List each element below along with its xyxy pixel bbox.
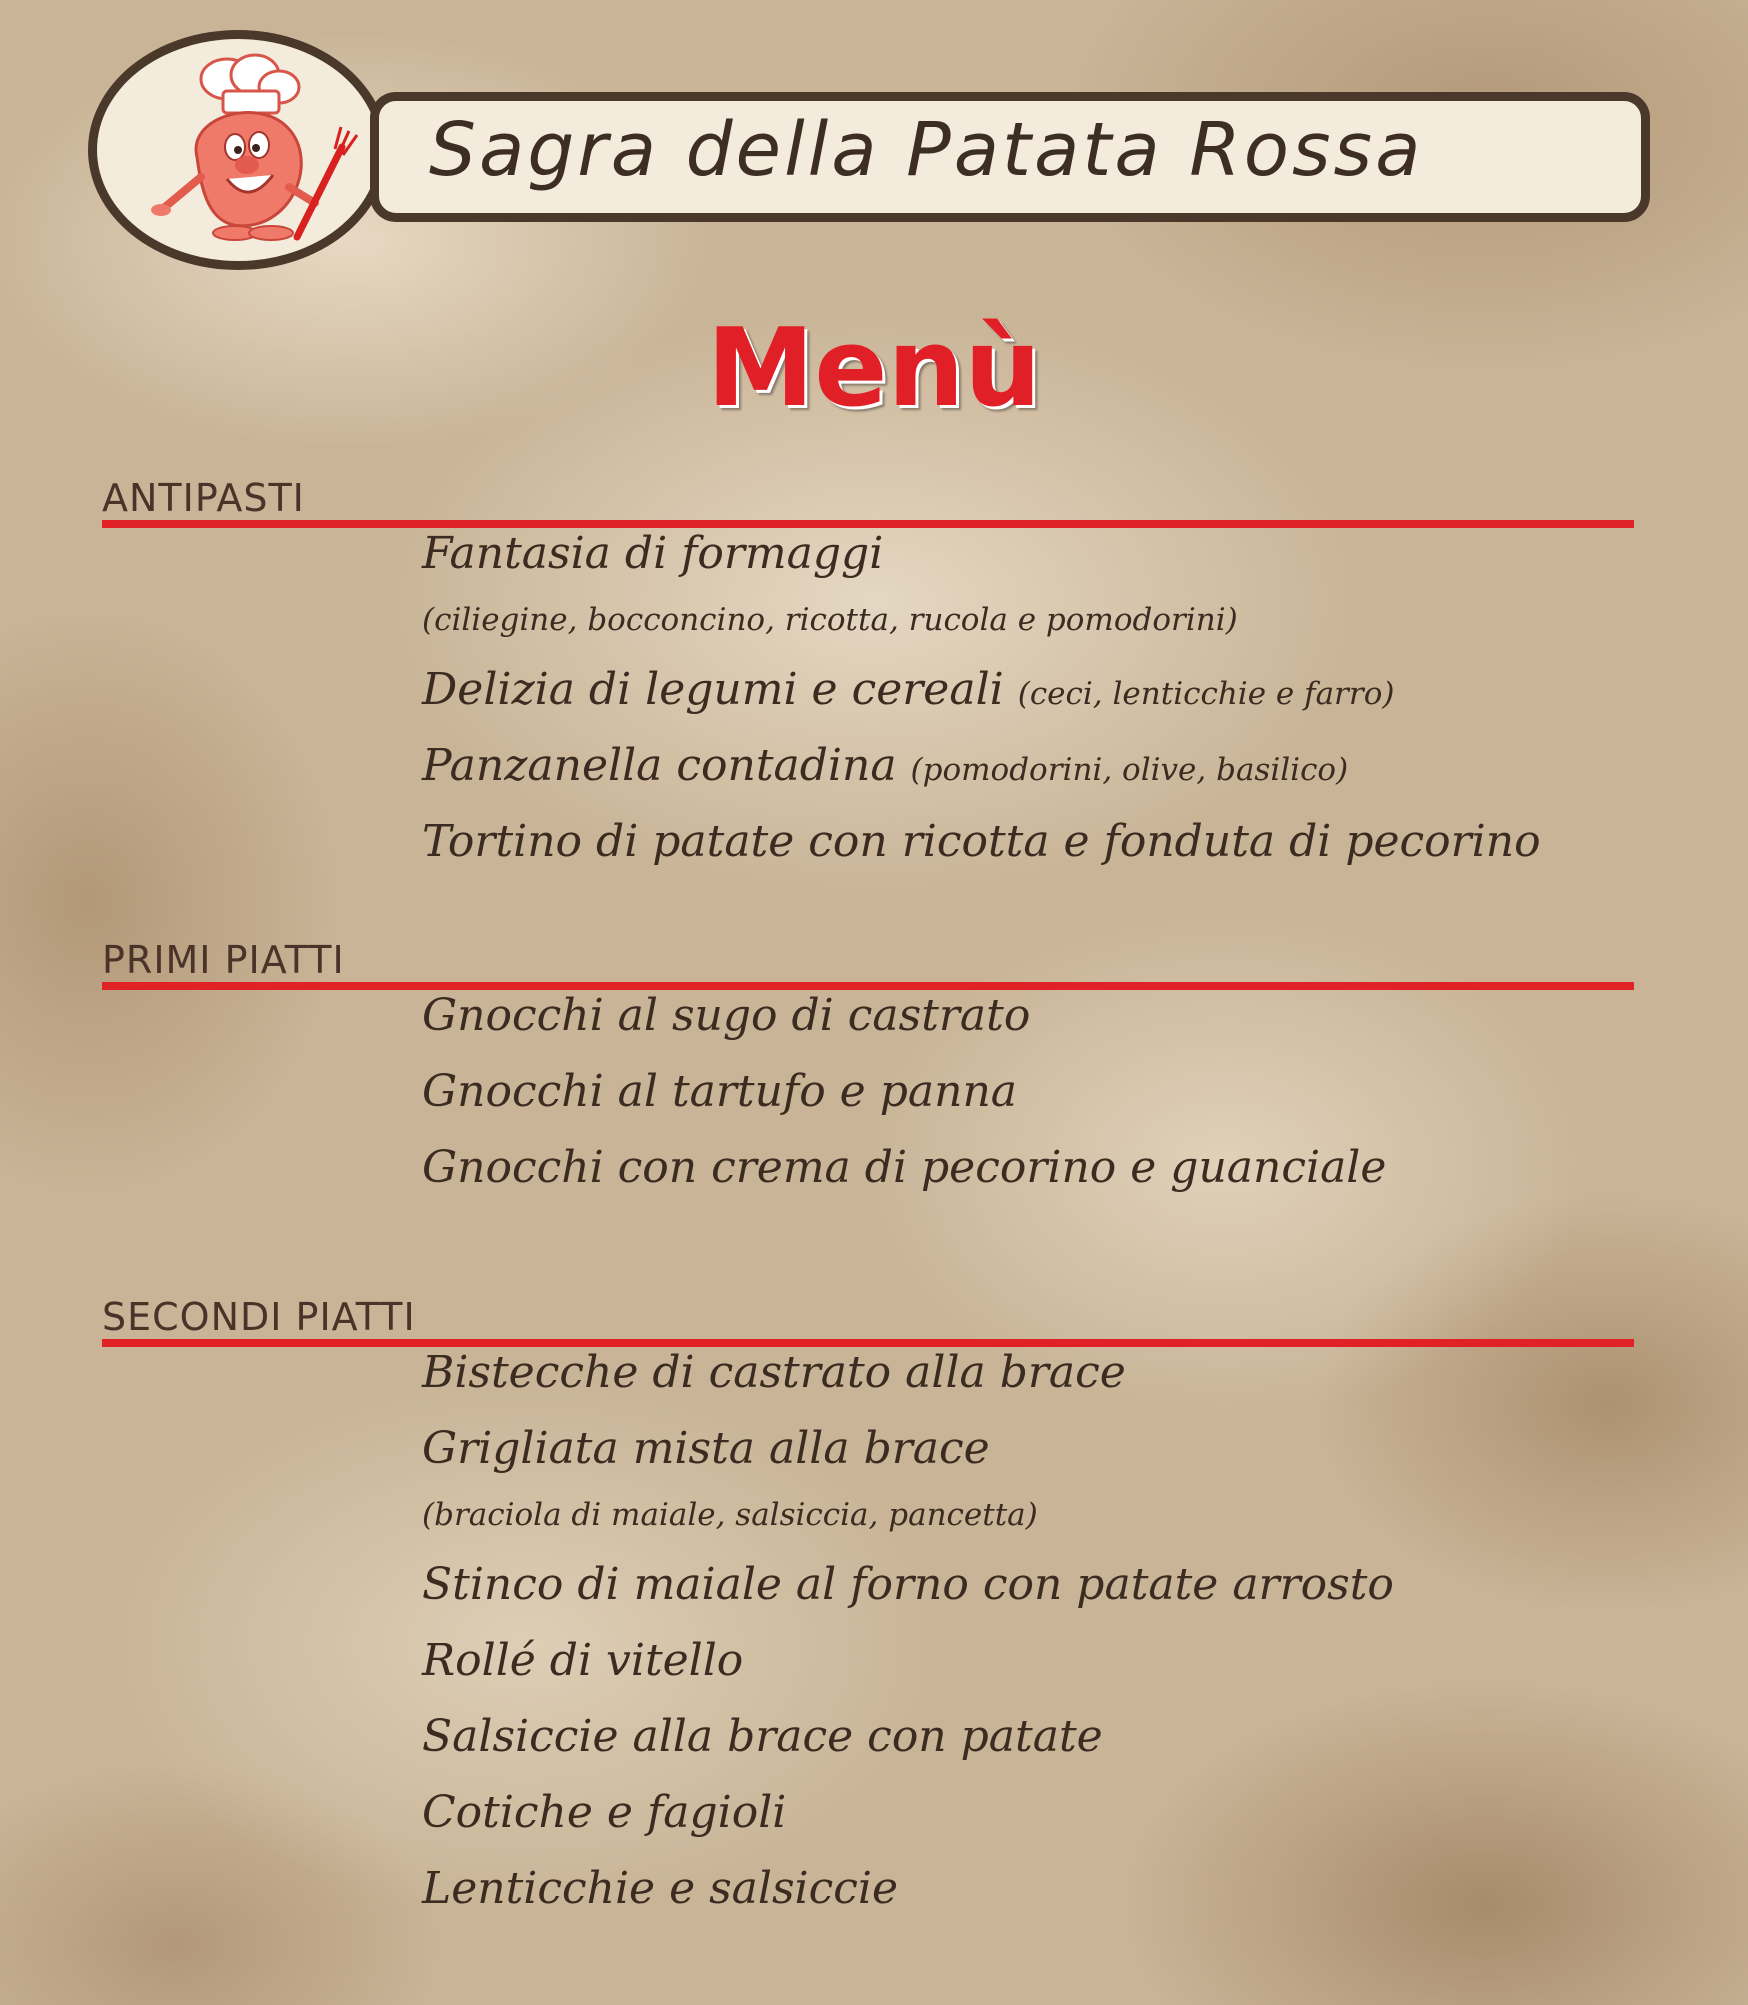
event-banner (370, 92, 1650, 222)
dish-item: Rollé di vitello (422, 1635, 744, 1686)
dish-item: Tortino di patate con ricotta e fonduta di pecorino (422, 816, 1541, 867)
dish-note: (ciliegine, bocconcino, ricotta, rucola e pomodorini) (422, 602, 1238, 638)
dish-item: Gnocchi al tartufo e panna (422, 1066, 1018, 1117)
dish-item-note: (ceci, lenticchie e farro) (1017, 676, 1395, 712)
section-heading (102, 1297, 1634, 1341)
event-title: Sagra della Patata Rossa (429, 107, 1424, 193)
section-primi-piatti (102, 938, 1634, 1193)
potato-chef-mascot-icon (127, 47, 367, 267)
section-label: PRIMI PIATTI (102, 938, 345, 982)
menu-title: Menù (706, 306, 1042, 431)
dish-item: Cotiche e fagioli (422, 1787, 787, 1838)
dish-item: Fantasia di formaggi (422, 528, 884, 579)
section-secondi-piatti (102, 1295, 1634, 1914)
section-divider (102, 1339, 1634, 1347)
dish-item: Gnocchi al sugo di castrato (422, 990, 1031, 1041)
dish-item: Gnocchi con crema di pecorino e guanciale (422, 1142, 1387, 1193)
logo-badge (88, 30, 388, 270)
section-antipasti (102, 476, 1634, 867)
section-heading (102, 478, 1634, 522)
dish-note: (braciola di maiale, salsiccia, pancetta) (422, 1497, 1038, 1533)
dish-item: Delizia di legumi e cereali (ceci, lenticchie e farro) (422, 664, 1395, 715)
dish-item: Stinco di maiale al forno con patate arrosto (422, 1559, 1394, 1610)
section-label: ANTIPASTI (102, 476, 305, 520)
section-divider (102, 982, 1634, 990)
dish-item: Grigliata mista alla brace (422, 1423, 990, 1474)
section-divider (102, 520, 1634, 528)
dish-item: Salsiccie alla brace con patate (422, 1711, 1103, 1762)
dish-item: Panzanella contadina (pomodorini, olive, basilico) (422, 740, 1349, 791)
dish-item-note: (pomodorini, olive, basilico) (910, 752, 1349, 788)
section-heading (102, 940, 1634, 984)
section-label: SECONDI PIATTI (102, 1295, 416, 1339)
dish-item: Lenticchie e salsiccie (422, 1863, 899, 1914)
dish-item: Bistecche di castrato alla brace (422, 1347, 1126, 1398)
